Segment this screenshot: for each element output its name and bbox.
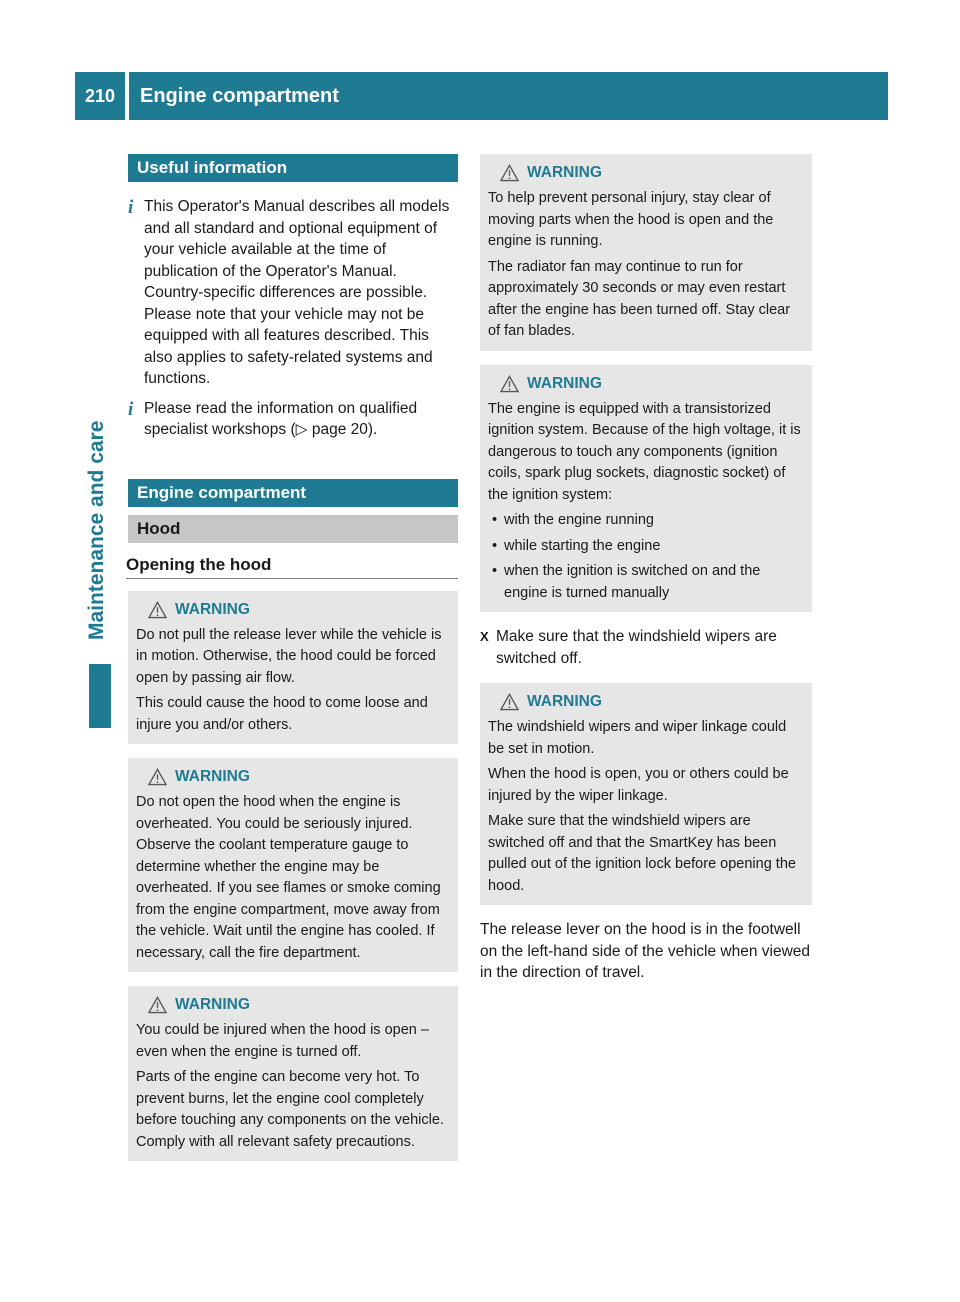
useful-info-heading: Useful information: [128, 154, 458, 182]
warning-box: WARNING Do not open the hood when the engine is overheated. You could be seriously injured. Observe the coolant temperature gauge to determine whether the engine may be overheated. If you see flames or smoke coming from the engine compartment, move away from the vehicle. Wait until the engine has cooled. If necessary, call the fire department.: [128, 758, 458, 972]
list-item: • while starting the engine: [488, 536, 804, 558]
side-tab-label: Maintenance and care: [85, 420, 108, 640]
warning-box: WARNING The engine is equipped with a transistorized ignition system. Because of the high voltage, it is dangerous to touch any components (ignition coils, spark plug sockets, diagnostic socket) of the ignition system: • with the engine running • while starting the engine • when the ignition is switched on and the engine is turned manually: [480, 365, 812, 613]
list-item: • with the engine running: [488, 510, 804, 532]
warning-triangle-icon: [500, 693, 519, 711]
warning-box: WARNING You could be injured when the hood is open – even when the engine is turned off. Parts of the engine can become very hot. To prevent burns, let the engine cool completely before touching any components on the vehicle. Comply with all relevant safety precautions.: [128, 986, 458, 1161]
instruction-step: X Make sure that the windshield wipers are switched off.: [480, 628, 777, 667]
page-number: 210: [75, 72, 125, 120]
warning-header: WARNING: [488, 162, 804, 184]
info-icon: i: [128, 398, 134, 420]
side-tab-marker: [89, 664, 111, 728]
warning-box: WARNING The windshield wipers and wiper linkage could be set in motion. When the hood is open, you or others could be injured by the wiper linkage. Make sure that the windshield wipers are switched off and that the SmartKey has been pulled out of the ignition lock before opening the hood.: [480, 683, 812, 905]
body-paragraph: The release lever on the hood is in the footwell on the left-hand side of the vehicle when viewed in the direction of travel.: [480, 921, 811, 981]
opening-hood-subheading: Opening the hood: [126, 555, 458, 579]
warning-header: WARNING: [136, 599, 450, 621]
hood-heading: Hood: [128, 515, 458, 543]
warning-header: WARNING: [488, 373, 804, 395]
step-arrow-icon: X: [480, 629, 489, 644]
warning-header: WARNING: [136, 994, 450, 1016]
engine-compartment-heading: Engine compartment: [128, 479, 458, 507]
warning-header: WARNING: [136, 766, 450, 788]
warning-box: WARNING To help prevent personal injury, stay clear of moving parts when the hood is open and the engine is running. The radiator fan may continue to run for approximately 30 seconds or may even restart after the engine has been turned off. Stay clear of fan blades.: [480, 154, 812, 351]
warning-box: WARNING Do not pull the release lever while the vehicle is in motion. Otherwise, the hood could be forced open by passing air flow. This could cause the hood to come loose and injure you and/or others.: [128, 591, 458, 745]
info-paragraph: i Please read the information on qualified specialist workshops (▷ page 20).: [128, 398, 418, 438]
warning-triangle-icon: [500, 375, 519, 393]
warning-header: WARNING: [488, 691, 804, 713]
right-column: [480, 154, 812, 984]
warning-triangle-icon: [148, 996, 167, 1014]
page-title: Engine compartment: [129, 72, 888, 120]
warning-triangle-icon: [148, 768, 167, 786]
warning-triangle-icon: [500, 164, 519, 182]
list-item: • when the ignition is switched on and the engine is turned manually: [488, 561, 804, 604]
info-paragraph: i This Operator's Manual describes all models and all standard and optional equipment of your vehicle available at the time of publication of the Operator's Manual. Country-specific differences are possible. Please note that your vehicle may not be equipped with all features described. This also applies to safety-related systems and functions.: [128, 197, 450, 387]
info-icon: i: [128, 197, 134, 218]
warning-triangle-icon: [148, 601, 167, 619]
left-column: [128, 154, 458, 1161]
